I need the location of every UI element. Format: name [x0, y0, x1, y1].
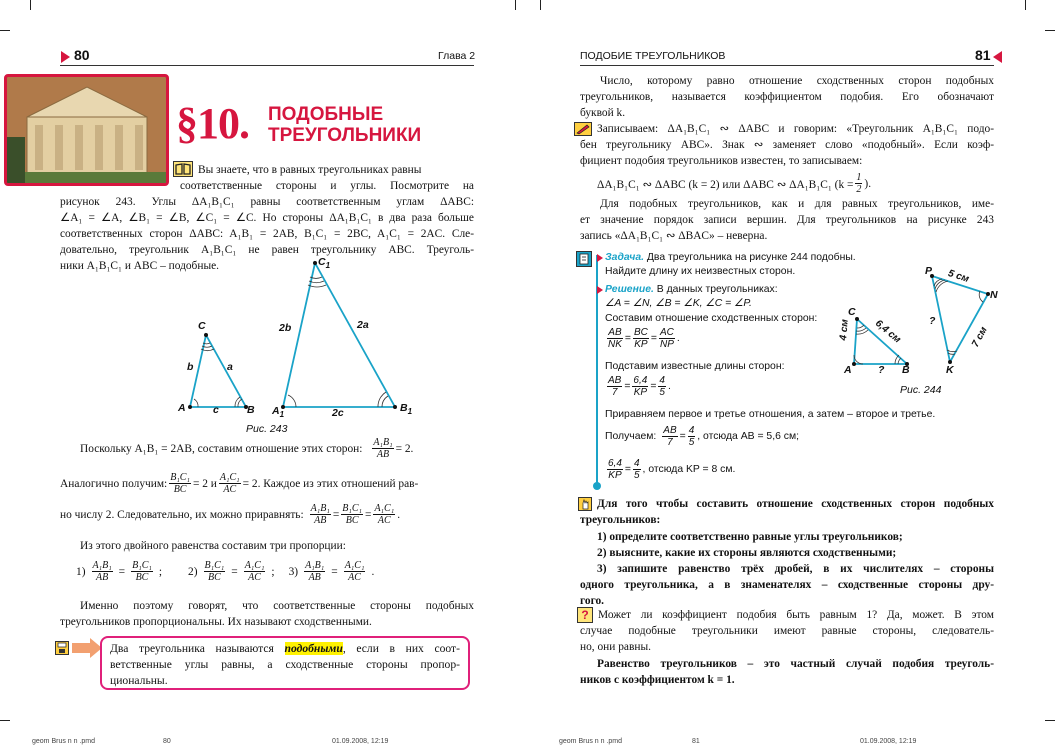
rule-item-4: одного треугольника, а в знаменателях – сходственные стороны дру- [580, 579, 994, 591]
rule-item-2: 2) выясните, какие их стороны являются сходственными; [597, 547, 897, 559]
prop1-f1 [92, 560, 113, 583]
prop3-eq: = [331, 565, 338, 578]
prop1-f2 [131, 560, 153, 583]
prop1-f1-num: A₁B₁ [92, 560, 112, 571]
sk-f2 [632, 375, 648, 398]
sr-eq-1: = [624, 333, 631, 344]
analog-mid: = 2 и [192, 477, 217, 490]
ratio-line [60, 437, 474, 460]
analog-f1 [169, 472, 191, 495]
question-icon: ? [577, 607, 593, 623]
sk-eq-1: = [624, 381, 631, 392]
prop3-f2-den: AC [348, 572, 361, 583]
sr-f1 [607, 327, 623, 350]
ratio-num: A₁B₁ [373, 437, 393, 448]
fig243-label-A1 [272, 405, 284, 419]
section-title-line1: ПОДОБНЫЕ [268, 104, 384, 125]
proportions-row [76, 560, 456, 583]
left-header-marker [61, 51, 70, 63]
equal-sign-1: = [332, 508, 340, 521]
sr-dot: . [676, 333, 680, 344]
p1-line-3: буквой k. [580, 107, 626, 119]
p1-line-1: Число, которому равно отношение сходственных сторон подобных [600, 75, 994, 87]
sk-f1-num: AB [608, 375, 622, 386]
fig243-A1-letter: A [272, 405, 280, 417]
solution-substitute: Подставим известные длины сторон: [605, 361, 785, 372]
analog-f2-den: AC [223, 484, 237, 495]
formula-num: 1 [856, 172, 862, 183]
fig243-label-a: a [227, 361, 233, 373]
definition-arrow [72, 643, 90, 653]
prop3-end: . [371, 565, 375, 578]
get-f2-den: 5 [688, 437, 695, 448]
p2-line-2: бен треугольнику ABC». Знак ∾ заменяет слово «подобный». Если коэф- [580, 139, 994, 151]
last-suffix: , отсюда KP = 8 см. [642, 464, 736, 475]
prop3-label: 3) [288, 565, 299, 578]
p3-line-1: Для подобных треугольников, как и для равных треугольников, име- [600, 198, 994, 210]
prop1-eq: = [118, 565, 126, 578]
right-footer-page: 81 [692, 738, 700, 745]
ratio-text: Поскольку A₁B₁ = 2AB, составим отношение этих сторон: [80, 442, 363, 455]
analog-suffix: = 2. Каждое из этих отношений рав- [242, 477, 419, 490]
fig243-label-B1 [400, 402, 412, 416]
right-header-rule [580, 65, 994, 66]
analog-prefix: Аналогично получим: [60, 477, 168, 490]
task-line-2: Найдите длину их неизвестных сторон. [605, 266, 796, 277]
sr-f1-den: NK [608, 339, 622, 350]
task-label: Задача. [605, 252, 644, 263]
figure-244 [840, 262, 1000, 382]
equal-line [60, 503, 474, 526]
fig243-C1-sub: 1 [325, 261, 331, 271]
prop-para-line-2: треугольников пропорциональны. Их называют сходственными. [60, 616, 372, 628]
right-page-number: 81 [975, 47, 991, 63]
fig243-label-C: C [198, 320, 206, 332]
solution-text-1: В данных треугольниках: [656, 284, 778, 295]
sk-f2-num: 6,4 [633, 375, 648, 386]
equal-prefix: но числу 2. Следовательно, их можно приравнять: [60, 508, 304, 521]
p1-line-2: треугольников, называется коэффициентом подобия. Его обозначают [580, 91, 994, 103]
equal-f2 [341, 503, 363, 526]
p3-line-2: ет значение порядок записи вершин. Для треугольников на рисунке 243 [580, 214, 994, 226]
sr-f3 [659, 327, 675, 350]
sr-f3-den: NP [659, 339, 674, 350]
task-rail-arrow-1 [597, 254, 603, 262]
prop2-f2-num: A₁C₁ [244, 560, 265, 571]
prop2-f1 [204, 560, 226, 583]
solution-get [605, 425, 799, 448]
prop2-label: 2) [188, 565, 198, 578]
fig244-label-N: N [990, 289, 998, 301]
floppy-icon [55, 641, 69, 655]
analog-f2 [219, 472, 241, 495]
p2-line-1: Записываем: ΔA₁B₁C₁ ∾ ΔABC и говорим: «Треугольник A₁B₁C₁ подо- [597, 123, 994, 135]
equal-f3-den: AC [377, 515, 391, 526]
sr-f2-num: BC [633, 327, 648, 338]
equal-f1 [310, 503, 331, 526]
figure-243 [170, 255, 420, 430]
get-prefix: Получаем: [605, 431, 657, 442]
fig244-label-C: C [848, 306, 856, 318]
formula-den: 2 [856, 184, 862, 195]
fig243-label-C1 [318, 256, 330, 270]
rule-head-1: Для того чтобы составить отношение сходственных сторон подобных [597, 498, 994, 510]
solution-last [605, 458, 735, 481]
left-footer-file: geom Brus n n .pmd [32, 738, 96, 745]
task-rail-arrow-2 [597, 286, 603, 294]
fig243-label-c: c [213, 404, 219, 416]
solution-line-1 [605, 283, 778, 297]
running-head: ПОДОБИЕ ТРЕУГОЛЬНИКОВ [580, 50, 726, 62]
sk-f3 [658, 375, 666, 398]
prop3-f1-den: AB [308, 572, 321, 583]
definition-part-a: Два треугольника называются [110, 642, 285, 655]
fig244-label-pn: 5 см [946, 268, 971, 286]
rule-item-5: гого. [580, 595, 605, 607]
fig244-label-K: K [946, 364, 954, 376]
fig243-caption: Рис. 243 [246, 423, 288, 435]
final-line-1: Равенство треугольников – это частный случай подобия треуголь- [597, 658, 994, 670]
fig243-label-B: B [247, 404, 255, 416]
sr-f3-num: AC [659, 327, 674, 338]
sk-f3-den: 5 [659, 387, 665, 398]
left-footer-date: 01.09.2008, 12:19 [332, 738, 389, 745]
equal-dot: . [397, 508, 401, 521]
definition-line-2: ветственные углы равны, а сходственные стороны пропор- [110, 658, 460, 671]
sr-f2 [633, 327, 649, 350]
task-line-1 [605, 251, 856, 265]
definition-box [100, 636, 470, 690]
fig244-label-ac: 4 см [838, 318, 851, 341]
last-f2-num: 4 [633, 458, 640, 469]
last-f2 [633, 458, 641, 481]
task-icon [576, 251, 592, 267]
fig243-C1-letter: C [318, 256, 326, 268]
definition-line-3: циональны. [110, 674, 168, 687]
fig243-B1-sub: 1 [407, 407, 413, 417]
equal-f2-num: B₁C₁ [342, 503, 363, 514]
prop1-f2-num: B₁C₁ [132, 560, 152, 571]
get-f1-num: AB [663, 425, 677, 436]
prop-para-line-1: Именно поэтому говорят, что соответственные стороны подобных [80, 600, 474, 612]
pen-icon [574, 122, 592, 136]
prop2-f2 [244, 560, 266, 583]
solution-ratio [605, 327, 680, 350]
prop2-f1-den: BC [207, 572, 221, 583]
task-text-1: Два треугольника на рисунке 244 подобны. [646, 252, 856, 263]
definition-highlight: подобными [284, 642, 343, 655]
fig244-label-q2: ? [929, 315, 936, 327]
hand-icon [578, 497, 592, 511]
sk-f1-den: 7 [611, 387, 618, 398]
rule-item-3: 3) запишите равенство трёх дробей, в их числителях – стороны [597, 563, 994, 575]
equal-f3-num: A₁C₁ [374, 503, 395, 514]
last-f1-num: 6,4 [608, 458, 622, 469]
left-chapter: Глава 2 [438, 50, 476, 62]
left-footer-page: 80 [163, 738, 171, 745]
formula-text: ΔA₁B₁C₁ ∾ ΔABC (k = 2) или ΔABC ∾ ΔA₁B₁C₁ (k = [597, 178, 854, 191]
intro-line-1: Вы знаете, что в равных треугольниках равны [198, 164, 422, 176]
sr-eq-2: = [650, 333, 657, 344]
intro-line-2: соответственные стороны и углы. Посмотрите на [180, 180, 474, 192]
prop3-f2 [344, 560, 366, 583]
p3-line-3: запись «ΔA₁B₁C₁ ∾ ΔBAC» – неверна. [580, 230, 768, 242]
get-suffix: , отсюда AB = 5,6 см; [697, 431, 799, 442]
rule-head-2: треугольников: [580, 514, 661, 526]
fig244-label-cb: 6,4 см [872, 318, 903, 346]
rule-item-1: 1) определите соответственно равные углы треугольников; [597, 531, 903, 543]
fig243-label-2c: 2c [332, 407, 344, 419]
intro-line-4: ∠A₁ = ∠A, ∠B₁ = ∠B, ∠C₁ = ∠C. Но стороны ΔA₁B₁C₁ в два раза больше [60, 212, 474, 224]
last-eq: = [624, 464, 631, 475]
left-page-number: 80 [74, 47, 90, 63]
fig244-label-B: B [902, 364, 910, 376]
sk-dot: . [667, 381, 671, 392]
prop1-end: ; [158, 565, 163, 578]
building-photo [4, 74, 169, 186]
book-icon [173, 161, 193, 177]
solution-compose: Составим отношение сходственных сторон: [605, 313, 818, 324]
fig243-label-2a: 2a [357, 319, 369, 331]
solution-label: Решение. [605, 284, 654, 295]
three-props-text: Из этого двойного равенства составим три пропорции: [80, 540, 346, 552]
last-f2-den: 5 [633, 470, 640, 481]
definition-part-b: , если в них соот- [342, 642, 460, 655]
solution-known [605, 375, 671, 398]
prop3-f1-num: A₁B₁ [305, 560, 325, 571]
right-footer-file: geom Brus n n .pmd [559, 738, 623, 745]
intro-line-7: ники A₁B₁C₁ и ABC – подобные. [60, 260, 220, 272]
sk-eq-2: = [650, 381, 657, 392]
fig244-label-P: P [925, 265, 933, 277]
prop3-f2-num: A₁C₁ [344, 560, 365, 571]
intro-line-3: рисунок 243. Углы ΔA₁B₁C₁ равны соответственным углам ΔABC: [60, 196, 474, 208]
fig244-label-A: A [844, 364, 852, 376]
last-f1-den: KP [608, 470, 622, 481]
fig244-label-q1: ? [878, 364, 885, 376]
analog-f2-num: A₁C₁ [219, 472, 240, 483]
right-header-marker [993, 51, 1002, 63]
get-eq: = [679, 431, 686, 442]
get-f1 [662, 425, 677, 448]
equal-f1-num: A₁B₁ [310, 503, 330, 514]
intro-line-6: довательно, треугольник A₁B₁C₁ не равен треугольнику ABC. Треуголь- [60, 244, 474, 256]
intro-line-5: соответственных сторон ΔABC: A₁B₁ = 2AB, B₁C₁ = 2BC, A₁C₁ = 2AC. Сле- [60, 228, 474, 240]
equal-f2-den: BC [345, 515, 359, 526]
prop1-label: 1) [76, 565, 86, 578]
fig243-B1-letter: B [400, 402, 408, 414]
get-f1-den: 7 [667, 437, 673, 448]
question-line-3: но, они равны. [580, 641, 651, 653]
analog-f1-den: BC [173, 484, 187, 495]
sk-f3-num: 4 [659, 375, 665, 386]
fig243-label-b: b [187, 361, 194, 373]
fig243-label-2b: 2b [279, 322, 292, 334]
section-title-line2: ТРЕУГОЛЬНИКИ [268, 125, 422, 146]
analog-line [60, 472, 474, 495]
task-rail-end [593, 482, 601, 490]
prop1-f2-den: BC [135, 572, 149, 583]
ratio-den: AB [376, 449, 390, 460]
p2-line-3: фициент подобия треугольников известен, то записываем: [580, 155, 863, 167]
prop2-f2-den: AC [248, 572, 261, 583]
left-header-rule [60, 65, 474, 66]
right-footer-date: 01.09.2008, 12:19 [860, 738, 917, 745]
sk-f1 [607, 375, 622, 398]
sr-f2-den: KP [634, 339, 648, 350]
prop2-eq: = [231, 565, 238, 578]
get-f2 [688, 425, 696, 448]
analog-f1-num: B₁C₁ [170, 472, 190, 483]
equal-sign-2: = [365, 508, 372, 521]
fig244-caption: Рис. 244 [900, 384, 942, 396]
section-mark: §10. [176, 99, 249, 148]
k-formula [597, 172, 871, 195]
prop2-f1-num: B₁C₁ [204, 560, 225, 571]
ratio-eq: = 2. [395, 442, 414, 455]
sr-f1-num: AB [608, 327, 622, 338]
fig244-label-nk: 7 см [970, 325, 990, 350]
question-line-1: Может ли коэффициент подобия быть равным 1? Да, может. В этом [598, 609, 994, 621]
formula-frac [855, 172, 862, 195]
sk-f2-den: KP [633, 387, 648, 398]
fig243-A1-sub: 1 [279, 410, 285, 420]
solution-equate: Приравняем первое и третье отношения, а затем – второе и третье. [605, 409, 936, 420]
equal-f3 [373, 503, 395, 526]
question-line-2: случае подобные треугольники имеют равные стороны, следователь- [580, 625, 994, 637]
prop3-f1 [304, 560, 325, 583]
equal-f1-den: AB [314, 515, 327, 526]
solution-angles: ∠A = ∠N, ∠B = ∠K, ∠C = ∠P. [605, 298, 752, 309]
ratio-fraction [372, 437, 393, 460]
fig243-label-A: A [178, 402, 186, 414]
prop1-f1-den: AB [95, 572, 109, 583]
prop2-end: ; [271, 565, 275, 578]
final-line-2: ников с коэффициентом k = 1. [580, 674, 735, 686]
formula-end: ). [864, 177, 872, 190]
last-f1 [607, 458, 623, 481]
definition-line-1 [110, 641, 460, 657]
get-f2-num: 4 [688, 425, 695, 436]
